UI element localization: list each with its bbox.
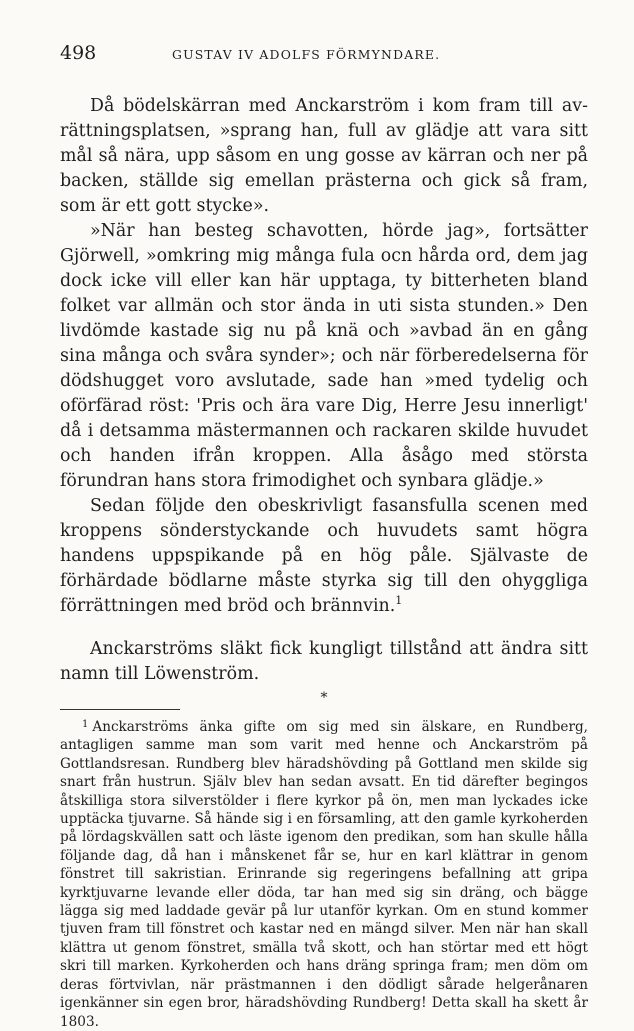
- paragraph-3-text: Sedan följde den obeskrivligt fasansfulla scenen med kroppens sönderstyckande och huvudets samt högra handens uppspikande på en hög påle. Självaste de förhärdade bödlarne måste styrka sig till den ohyggliga förrättningen med bröd och brännvin.: [60, 496, 588, 616]
- book-page: [60, 42, 588, 1031]
- page-number: 498: [60, 42, 97, 64]
- paragraph-1: Då bödelskärran med Anckarström i kom fram till avrättningsplatsen, »sprang han, full av glädje att vara sitt mål så nära, upp såsom en ung gosse av kärran och ner på backen, ställde sig emellan prästerna och gick så fram, som är ett gott stycke».: [60, 96, 588, 216]
- footnote-rule: [60, 709, 180, 710]
- running-title: GUSTAV IV ADOLFS FÖRMYNDARE.: [172, 47, 441, 62]
- paragraph-3: [60, 494, 588, 619]
- main-text: [60, 94, 588, 687]
- paragraph-2: »När han besteg schavotten, hörde jag», fortsätter Gjörwell, »omkring mig många fula ocn hårda ord, dem jag dock icke vill eller kan här upptaga, ty bitterheten bland folket var allmän och stor ända in uti sista stunden.» Den livdömde kastade sig nu på knä och »avbad än en gång sina många och svåra synder»; och när förberedelserna för dödshugget voro avslutade, sade han »med tydelig och oförfärad röst: 'Pris och ära vare Dig, Herre Jesu innerligt' då i detsamma mästermannen och rackaren skilde huvudet och handen ifrån kroppen. Alla åsågo med största förundran hans stora frimodighet och synbara glädje.»: [60, 221, 588, 491]
- page-header: [60, 42, 588, 68]
- footnote-marker: 1: [82, 719, 89, 730]
- closing-paragraph: Anckarströms släkt fick kungligt tillstånd att ändra sitt namn till Löwenström.: [60, 639, 588, 684]
- footnote: [60, 718, 588, 1031]
- footnote-text: Anckarströms änka gifte om sig med sin älskare, en Rundberg, antagligen samme man som varit med henne och Anckarström på Gottlandsresan. Rundberg blev häradshövding på Gottland men skilde sig snart från hustrun. Själv blev han sedan avsatt. En tid därefter begingos åtskilliga stora silverstölder i flere kyrkor på ön, men man lyckades icke upptäcka tjuvarne. Så hände sig i en församling, att den gamle kyrkoherden på lördagskvällen satt och läste igenom den predikan, som han skulle hålla följande dag, då han i månskenet får se, hur en karl klättrar in genom fönstret till sakristian. Erinrande sig regeringens befallning att gripa kyrktjuvarne levande eller döda, tar han med sig sin dräng, och bägge lägga sig med laddade gevär på lur utanför kyrkan. Om en stund kommer tjuven fram till fönstret och kastar ned en mängd silver. Men när han skall klättra ut genom fönstret, smälla två skott, och han störtar med ett högt skri till marken. Kyrkoherden och hans dräng springa fram; men döm om deras förtvivlan, när prästmannen i den dödligt sårade helgerånaren igenkänner sin egen bror, häradshövding Rundberg! Detta skall ha skett år 1803.: [60, 719, 588, 1030]
- footnote-reference: 1: [395, 594, 403, 607]
- section-separator: *: [320, 690, 328, 706]
